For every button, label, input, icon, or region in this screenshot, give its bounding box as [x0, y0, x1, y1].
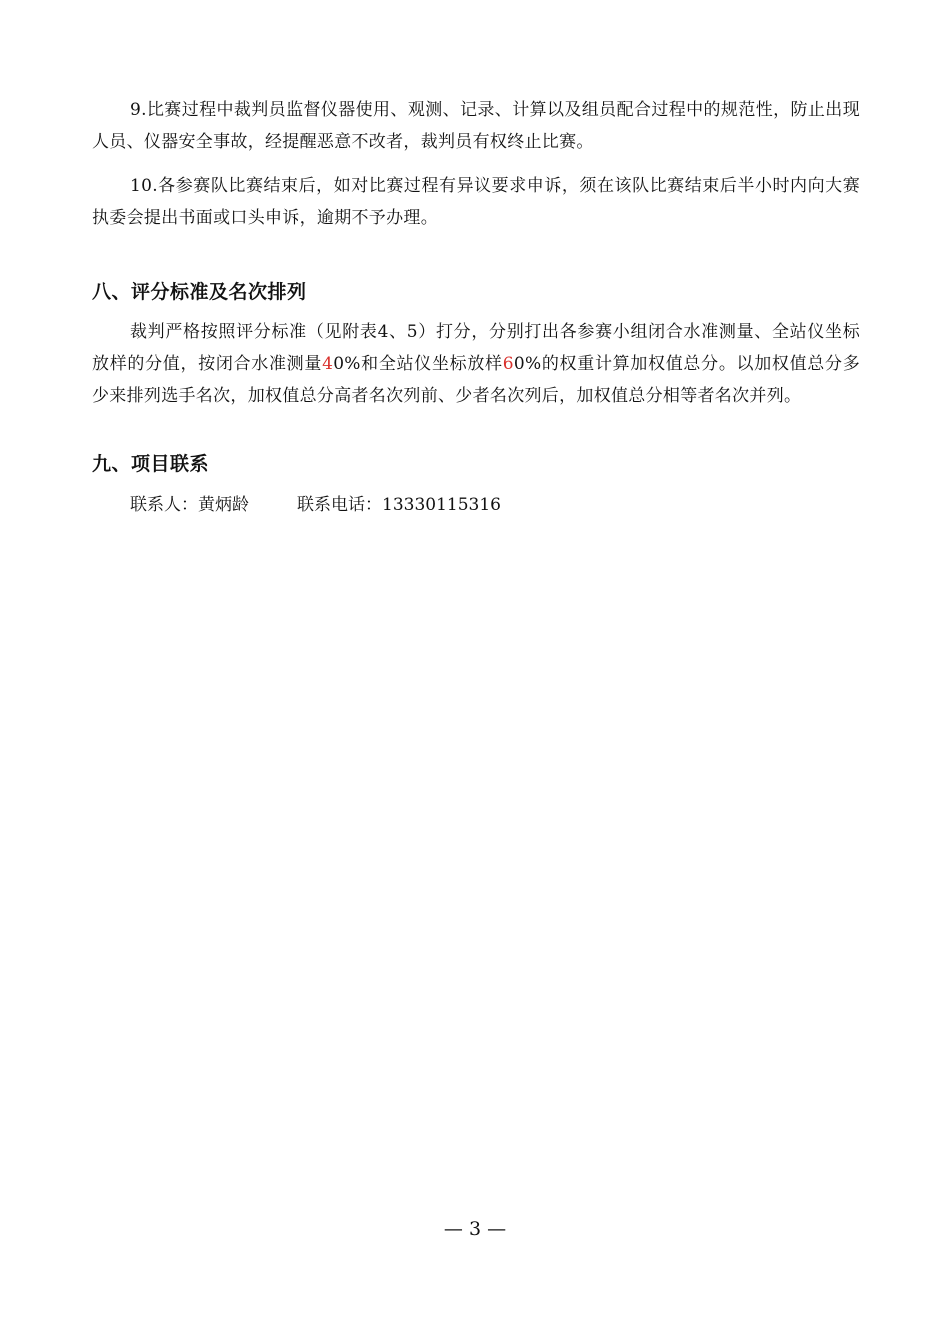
weight-level-rest: 0%	[333, 354, 361, 374]
contact-phone-label: 联系电话：	[297, 495, 382, 515]
scoring-paragraph	[92, 316, 860, 412]
rule-item-10: 10.各参赛队比赛结束后，如对比赛过程有异议要求申诉，须在该队比赛结束后半小时内向大赛执委会提出书面或口头申诉，逾期不予办理。	[92, 176, 860, 228]
section-heading-scoring: 八、评分标准及名次排列	[92, 281, 307, 303]
weight-station-digit: 6	[502, 354, 514, 374]
scoring-text-part1: 裁判严格按照评分标准（见附表4、5）打分，分别打出各参赛小组闭合水准测量、全站仪坐标放样的分值，按闭合水准测量	[92, 322, 860, 374]
scoring-text-part2: 和全站仪坐标放样	[360, 354, 503, 374]
rule-item-9: 9.比赛过程中裁判员监督仪器使用、观测、记录、计算以及组员配合过程中的规范性，防止出现人员、仪器安全事故，经提醒恶意不改者，裁判员有权终止比赛。	[92, 100, 860, 152]
contact-person-name: 黄炳龄	[198, 495, 249, 515]
contact-person-label: 联系人：	[130, 495, 198, 515]
contact-line	[130, 490, 501, 520]
weight-station-rest: 0%	[513, 354, 542, 374]
scoring-text-part3: 的权重计算加权值总分。以加权值总分多少来排列选手名次，加权值总分高者名次列前、少者名次列后，加权值总分相等者名次并列。	[92, 354, 860, 406]
section-heading-contact: 九、项目联系	[92, 453, 210, 475]
page-number: — 3 —	[443, 1218, 507, 1240]
weight-level-digit: 4	[322, 354, 334, 374]
contact-phone-number: 13330115316	[382, 495, 501, 515]
